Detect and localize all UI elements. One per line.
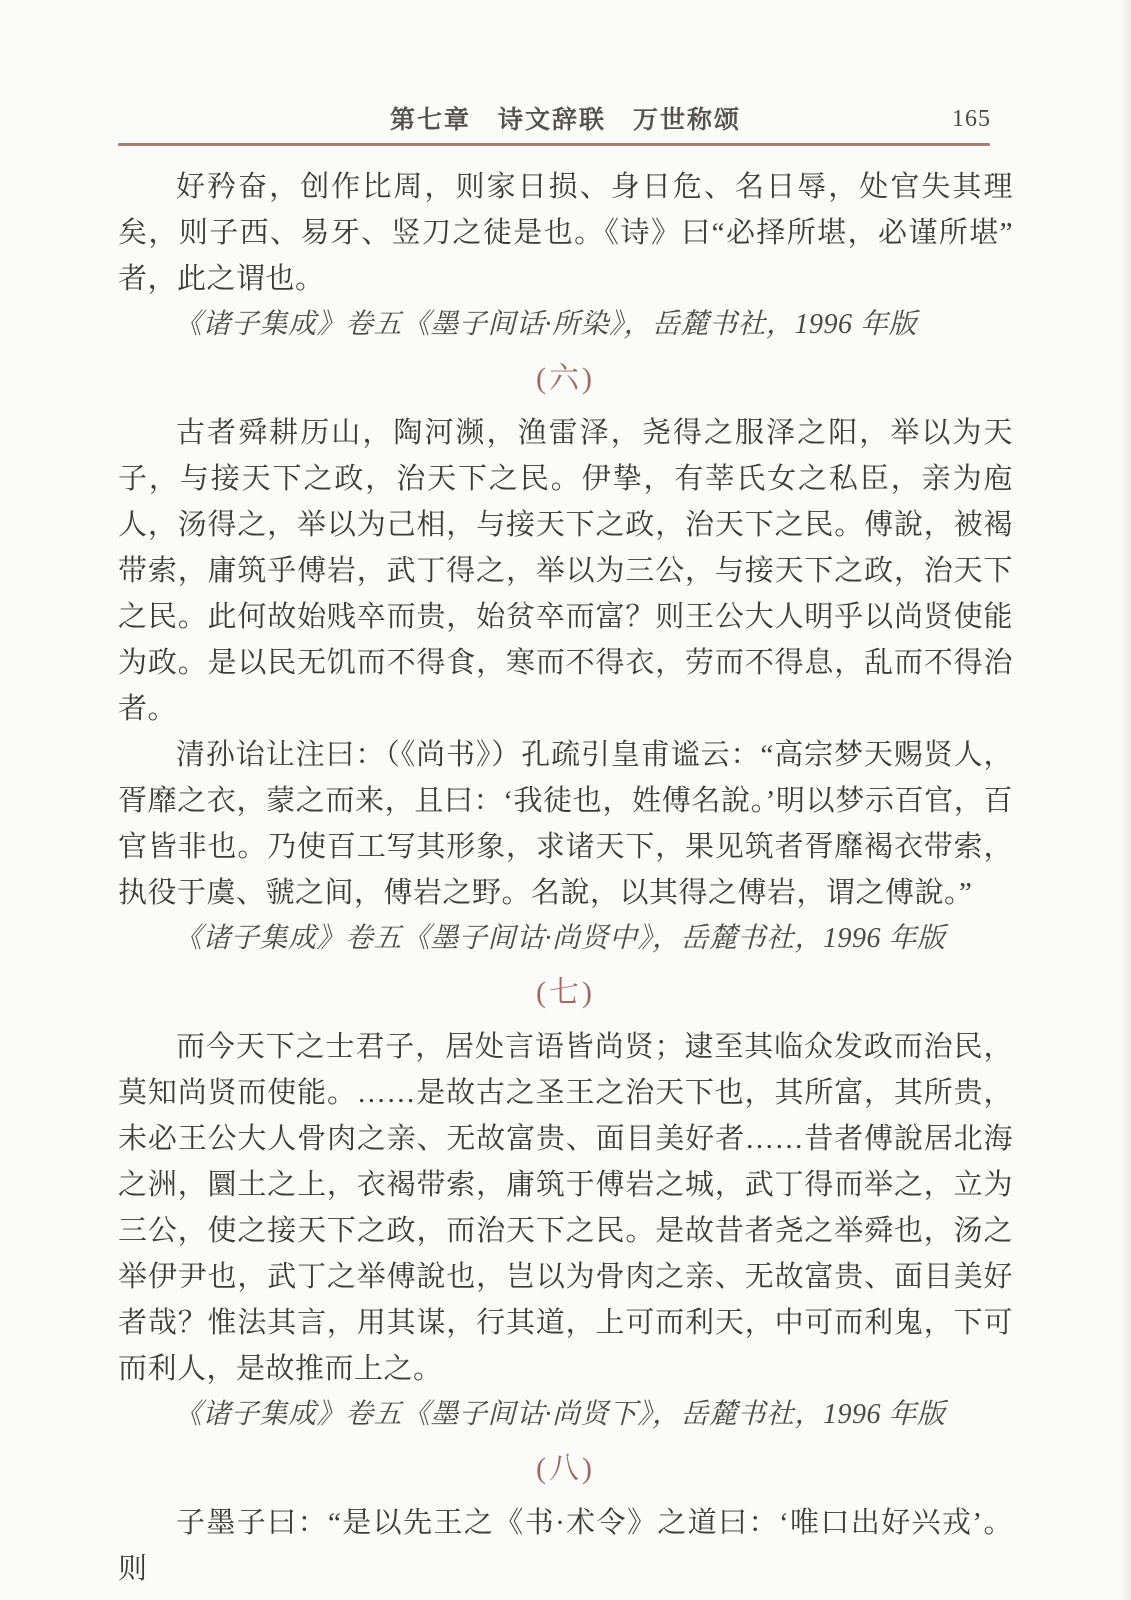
header-rule <box>118 143 990 146</box>
citation-suoran: 《诸子集成》卷五《墨子间话·所染》，岳麓书社，1996 年版 <box>174 309 918 340</box>
paragraph-suoran-excerpt: 好矜奋，创作比周，则家日损、身日危、名日辱，处官失其理矣，则子西、易牙、竖刀之徒是也。《诗》曰“必择所堪，必谨所堪”者，此之谓也。 <box>118 171 1013 295</box>
section-heading-eight: (八) <box>536 1452 595 1485</box>
book-page <box>118 96 1013 1592</box>
section-heading-six: (六) <box>536 362 595 395</box>
section-heading-seven: (七) <box>536 976 595 1009</box>
chapter-title: 第七章 诗文辞联 万世称颂 <box>389 107 741 134</box>
paragraph-shangxian-zhong-excerpt: 古者舜耕历山，陶河濒，渔雷泽，尧得之服泽之阳，举以为天子，与接天下之政，治天下之民。伊挚，有莘氏女之私臣，亲为庖人，汤得之，举以为己相，与接天下之政，治天下之民。傅說，被褐带索，庸筑乎傅岩，武丁得之，举以为三公，与接天下之政，治天下之民。此何故始贱卒而贵，始贫卒而富？则王公大人明乎以尚贤使能为政。是以民无饥而不得食，寒而不得衣，劳而不得息，乱而不得治者。 <box>118 417 1013 725</box>
page-body <box>118 164 1013 1592</box>
paragraph-shuling-excerpt: 子墨子曰：“是以先王之《书·术令》之道曰：‘唯口出好兴戎’。则 <box>118 1507 1013 1585</box>
paragraph-shangxian-xia-excerpt: 而今天下之士君子，居处言语皆尚贤；逮至其临众发政而治民，莫知尚贤而使能。……是故古之圣王之治天下也，其所富，其所贵，未必王公大人骨肉之亲、无故富贵、面目美好者……昔者傅說居北海之洲，圜土之上，衣褐带索，庸筑于傅岩之城，武丁得而举之，立为三公，使之接天下之政，而治天下之民。是故昔者尧之举舜也，汤之举伊尹也，武丁之举傅說也，岂以为骨肉之亲、无故富贵、面目美好者哉？惟法其言，用其谋，行其道，上可而利天，中可而利鬼，下可而利人，是故推而上之。 <box>118 1031 1013 1385</box>
citation-shangxian-zhong: 《诸子集成》卷五《墨子间诂·尚贤中》，岳麓书社，1996 年版 <box>174 923 946 954</box>
page-header <box>118 96 1013 140</box>
citation-shangxian-xia: 《诸子集成》卷五《墨子间诂·尚贤下》，岳麓书社，1996 年版 <box>174 1399 946 1430</box>
page-number: 165 <box>952 106 991 132</box>
scan-edge-shadow <box>1121 0 1131 1600</box>
paragraph-sun-yirang-note: 清孙诒让注曰：（《尚书》）孔疏引皇甫谧云：“高宗梦天赐贤人，胥靡之衣，蒙之而来，且曰：‘我徒也，姓傅名說。’明以梦示百官，百官皆非也。乃使百工写其形象，求诸天下，果见筑者胥靡褐衣带索，执役于虞、虢之间，傅岩之野。名說，以其得之傅岩，谓之傅說。” <box>118 739 1013 909</box>
